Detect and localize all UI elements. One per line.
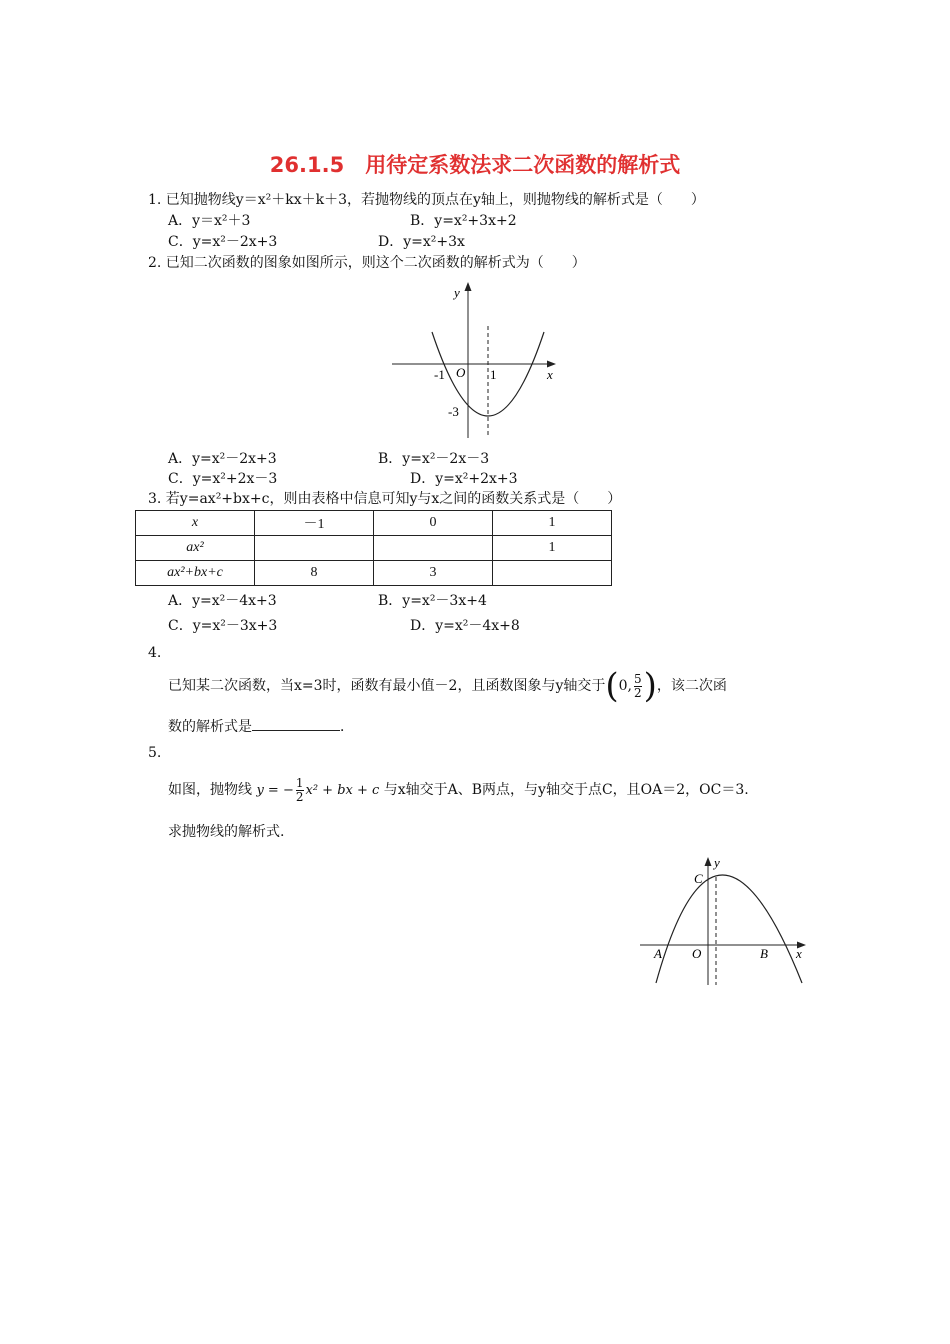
question-3-option-c: C．y=x²－3x+3 [168, 618, 278, 634]
answer-blank[interactable] [252, 716, 340, 731]
question-2-option-c: C．y=x²+2x－3 [168, 471, 278, 487]
fraction-numerator: 1 [295, 775, 304, 790]
question-5-line-2: 求抛物线的解析式. [168, 824, 285, 840]
y-axis-arrow-icon [705, 857, 712, 866]
table-row [136, 511, 612, 536]
question-5-graph [640, 855, 812, 987]
origin-label: O [692, 946, 702, 961]
question-4-text-after: ，该二次函 [656, 678, 727, 694]
question-2-option-d: D．y=x²+2x+3 [410, 471, 518, 487]
question-1-option-b: B．y=x²+3x+2 [410, 213, 517, 229]
question-3-option-b: B．y=x²－3x+4 [378, 593, 487, 609]
page-title: 26.1.5 用待定系数法求二次函数的解析式 [269, 153, 681, 177]
origin-label: O [456, 365, 466, 380]
table-cell: 8 [255, 561, 374, 586]
question-4-line-1 [168, 664, 727, 708]
y-axis-label: y [714, 855, 720, 870]
left-paren: ( [605, 666, 619, 706]
question-5-text-before: 如图，抛物线 [168, 782, 252, 798]
point-a-label: A [654, 946, 662, 961]
fraction-numerator: 5 [633, 671, 642, 686]
table-cell: －1 [255, 511, 374, 536]
table-row [136, 536, 612, 561]
table-cell: 0 [374, 511, 493, 536]
tick-label-neg1: -1 [434, 367, 445, 382]
question-5-text-after: 与x轴交于A、B两点，与y轴交于点C，且OA＝2，OC＝3. [383, 782, 749, 798]
parabola-curve [656, 875, 802, 983]
table-cell [374, 536, 493, 561]
equation-lhs: y = − [256, 783, 294, 798]
table-cell: ax² [136, 536, 255, 561]
question-4-line-2-text: 数的解析式是 [168, 719, 252, 735]
question-4-text-before: 已知某二次函数，当x=3时，函数有最小值－2，且函数图象与y轴交于 [168, 678, 606, 694]
question-2-option-a: A．y=x²－2x+3 [168, 451, 277, 467]
table-cell: 1 [493, 511, 612, 536]
question-5-number: 5. [148, 745, 162, 761]
fraction-denominator: 2 [633, 685, 642, 700]
table-cell: ax²+bx+c [136, 561, 255, 586]
question-5-line-1 [168, 770, 749, 810]
question-1-option-c: C．y=x²－2x+3 [168, 234, 278, 250]
table-cell [255, 536, 374, 561]
question-4-line-2-end: ． [340, 719, 354, 735]
point-c-label: C [694, 871, 703, 886]
x-axis-label: x [796, 946, 802, 961]
question-2-graph [390, 280, 562, 440]
fraction-five-halves [634, 673, 642, 700]
question-3-stem: 3. 若y=ax²+bx+c，则由表格中信息可知y与x之间的函数关系式是（ ） [148, 491, 622, 507]
equation-rhs: x² + bx + c [305, 783, 380, 798]
fraction-one-half [296, 777, 304, 804]
question-1-stem: 1. 已知抛物线y＝x²＋kx＋k＋3，若抛物线的顶点在y轴上，则抛物线的解析式是（ ） [148, 192, 705, 208]
y-axis-label: y [454, 285, 460, 300]
question-2-option-b: B．y=x²－2x－3 [378, 451, 490, 467]
fraction-denominator: 2 [295, 789, 304, 804]
question-4-number: 4. [148, 645, 162, 661]
table-cell: x [136, 511, 255, 536]
point-b-label: B [760, 946, 768, 961]
question-1-option-d: D．y=x²+3x [378, 234, 465, 250]
table-cell [493, 561, 612, 586]
question-3-option-a: A．y=x²－4x+3 [168, 593, 277, 609]
table-row [136, 561, 612, 586]
right-paren: ) [643, 666, 657, 706]
table-cell: 1 [493, 536, 612, 561]
tick-label-1: 1 [490, 367, 497, 382]
question-4-line-2 [168, 716, 354, 736]
question-1-option-a: A．y＝x²＋3 [168, 213, 251, 229]
y-axis-arrow-icon [465, 282, 472, 291]
point-first-coordinate: 0, [618, 678, 632, 694]
x-axis-label: x [547, 367, 553, 382]
table-cell: 3 [374, 561, 493, 586]
question-2-stem: 2. 已知二次函数的图象如图所示，则这个二次函数的解析式为（ ） [148, 255, 586, 271]
question-3-option-d: D．y=x²－4x+8 [410, 618, 520, 634]
question-3-table [135, 510, 612, 586]
tick-label-neg3: -3 [448, 404, 459, 419]
